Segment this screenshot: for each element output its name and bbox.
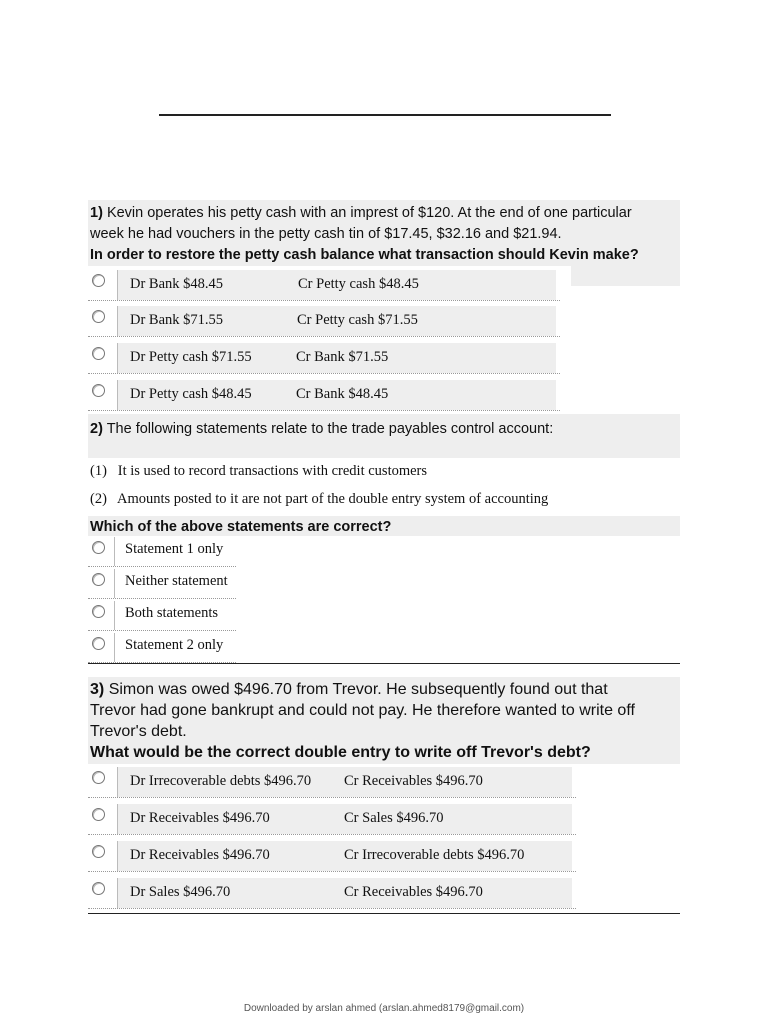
q2-option-2[interactable] [88, 569, 236, 599]
option-cell [117, 306, 556, 336]
option-cell [117, 270, 556, 300]
q3-option-2[interactable] [88, 804, 576, 835]
q2-option-1[interactable] [88, 537, 236, 567]
radio-button-icon[interactable] [92, 808, 105, 821]
option-credit: Cr Petty cash $71.55 [297, 312, 418, 328]
radio-button-icon[interactable] [92, 541, 105, 554]
radio-button-icon[interactable] [92, 573, 105, 586]
option-debit: Dr Petty cash $71.55 [130, 349, 252, 365]
q3-option-4[interactable] [88, 878, 576, 909]
radio-button-icon[interactable] [92, 882, 105, 895]
option-debit: Dr Petty cash $48.45 [130, 386, 252, 402]
option-label: Statement 1 only [125, 541, 224, 557]
option-label: Both statements [125, 605, 219, 621]
question-3-prompt: What would be the correct double entry to write off Trevor's debt? [90, 744, 591, 761]
q1-option-2[interactable] [88, 306, 560, 337]
option-credit: Cr Receivables $496.70 [344, 773, 483, 789]
question-3-line-1: Simon was owed $496.70 from Trevor. He subsequently found out that [108, 681, 608, 698]
question-1-number: 1) [90, 205, 103, 221]
option-cell [114, 601, 237, 630]
q2-option-3[interactable] [88, 601, 236, 631]
option-debit: Dr Bank $71.55 [130, 312, 224, 328]
radio-button-icon[interactable] [92, 771, 105, 784]
option-credit: Cr Receivables $496.70 [344, 884, 483, 900]
radio-button-icon[interactable] [92, 605, 105, 618]
q2-option-4[interactable] [88, 633, 236, 663]
option-credit: Cr Bank $71.55 [296, 349, 389, 365]
q1-option-3[interactable] [88, 343, 560, 374]
option-cell [114, 569, 237, 598]
option-cell [117, 878, 572, 908]
question-2-number: 2) [90, 421, 103, 437]
question-2-statements-box [627, 458, 680, 516]
q3-option-1[interactable] [88, 767, 576, 798]
question-3-line-3: Trevor's debt. [90, 723, 187, 740]
radio-button-icon[interactable] [92, 310, 105, 323]
radio-button-icon[interactable] [92, 347, 105, 360]
radio-button-icon[interactable] [92, 384, 105, 397]
option-debit: Dr Receivables $496.70 [130, 810, 270, 826]
top-rule [159, 114, 611, 116]
option-cell [117, 343, 556, 373]
option-debit: Dr Sales $496.70 [130, 884, 231, 900]
option-cell [117, 804, 572, 834]
question-2-text [90, 419, 680, 440]
question-1-box-right [571, 266, 680, 286]
option-debit: Dr Receivables $496.70 [130, 847, 270, 863]
question-2-prompt: Which of the above statements are correct? [90, 519, 392, 535]
option-label: Neither statement [125, 573, 228, 589]
question-3-line-2: Trevor had gone bankrupt and could not pay. He therefore wanted to write off [90, 702, 635, 719]
download-footer: Downloaded by arslan ahmed (arslan.ahmed8179@gmail.com) [243, 1003, 525, 1014]
option-credit: Cr Irrecoverable debts $496.70 [344, 847, 525, 863]
question-3-number: 3) [90, 681, 105, 698]
option-cell [117, 380, 556, 410]
option-debit: Dr Irrecoverable debts $496.70 [130, 773, 312, 789]
question-3-text [90, 679, 680, 763]
option-debit: Dr Bank $48.45 [130, 276, 224, 292]
statement-2: (2) Amounts posted to it are not part of the double entry system of accounting [90, 491, 549, 507]
question-2-statement-intro: The following statements relate to the trade payables control account: [106, 421, 554, 437]
statement-1: (1) It is used to record transactions with credit customers [90, 463, 428, 479]
q3-option-3[interactable] [88, 841, 576, 872]
option-cell [114, 537, 237, 566]
option-cell [117, 841, 572, 871]
option-cell [117, 767, 572, 797]
option-credit: Cr Sales $496.70 [344, 810, 444, 826]
question-1-text [90, 203, 680, 266]
question-1-prompt: In order to restore the petty cash balance what transaction should Kevin make? [90, 247, 639, 263]
option-credit: Cr Petty cash $48.45 [298, 276, 419, 292]
section-divider [88, 663, 680, 664]
option-cell [114, 633, 237, 662]
question-1-line-2: week he had vouchers in the petty cash tin of $17.45, $32.16 and $21.94. [90, 226, 562, 242]
question-1-line-1: Kevin operates his petty cash with an imprest of $120. At the end of one particular [106, 205, 632, 221]
q1-option-4[interactable] [88, 380, 560, 411]
radio-button-icon[interactable] [92, 274, 105, 287]
q1-option-1[interactable] [88, 270, 560, 301]
option-label: Statement 2 only [125, 637, 224, 653]
radio-button-icon[interactable] [92, 845, 105, 858]
section-divider [88, 913, 680, 914]
radio-button-icon[interactable] [92, 637, 105, 650]
option-credit: Cr Bank $48.45 [296, 386, 389, 402]
